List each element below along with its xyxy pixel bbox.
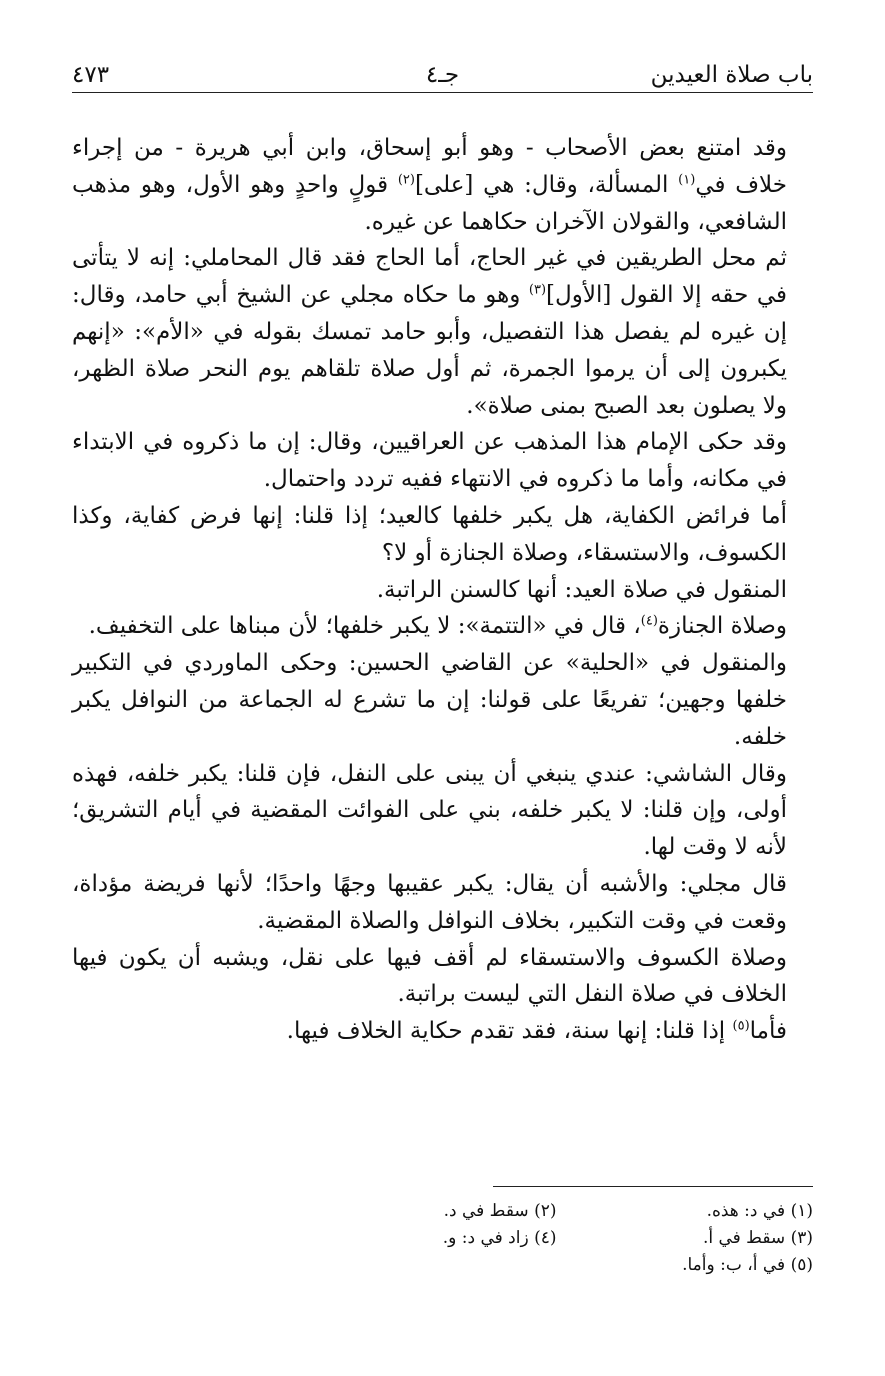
paragraph: المنقول في صلاة العيد: أنها كالسنن الراتبة. [376, 576, 787, 603]
volume-label: جـ٤ [425, 62, 460, 88]
footnote-ref: (١) [678, 172, 696, 188]
paragraph: أما فرائض الكفاية، هل يكبر خلفها كالعيد؛ إذا قلنا: إنها فرض كفاية، وكذا الكسوف، والاستسقاء، وصلاة الجنازة أو لا؟ [72, 502, 787, 566]
paragraph: وقال الشاشي: عندي ينبغي أن يبنى على النفل، فإن قلنا: يكبر خلفه، فهذه أولى، وإن قلنا: لا يكبر خلفه، بني على الفوائت المقضية في أيام التشريق؛ لأنه لا وقت لها. [72, 760, 787, 861]
paragraph: وقد حكى الإمام هذا المذهب عن العراقيين، وقال: إن ما ذكروه في الابتداء في مكانه، وأما ما ذكروه في الانتهاء ففيه تردد واحتمال. [72, 429, 787, 493]
footnote-ref: (٣) [528, 282, 547, 298]
footnote: (٤) زاد في د: و. [442, 1228, 557, 1248]
running-header [72, 58, 813, 93]
footnote-ref: (٤) [640, 613, 658, 629]
paragraph: وصلاة الكسوف والاستسقاء لم أقف فيها على نقل، ويشبه أن يكون فيها الخلاف في صلاة النفل التي ليست براتبة. [72, 944, 787, 1008]
page-number: ٤٧٣ [72, 62, 110, 88]
paragraph: فأما$^{(٥)}$ إذا قلنا: إنها سنة، فقد تقدم حكاية الخلاف فيها. [286, 1018, 787, 1045]
main-text [72, 130, 813, 1050]
footnote: (٥) في أ، ب: وأما. [682, 1255, 813, 1275]
paragraph: ثم محل الطريقين في غير الحاج، أما الحاج فقد قال المحاملي: إنه لا يتأتى في حقه إلا القول [الأول]$^{(٣)}$ وهو ما حكاه مجلي عن الشيخ أبي حامد، وقال: إن غيره لم يفصل هذا التفصيل، وأبو حامد تمسك بقوله في «الأم»: «إنهم يكبرون إلى أن يرموا الجمرة، ثم أول صلاة تلقاهم يوم النحر صلاة الظهر، ولا يصلون بعد الصبح بمنى صلاة». [72, 245, 788, 419]
paragraph: وصلاة الجنازة$^{(٤)}$، قال في «التتمة»: لا يكبر خلفها؛ لأن مبناها على التخفيف. [88, 613, 787, 640]
footnote: (١) في د: هذه. [706, 1201, 813, 1221]
footnote-row [300, 1198, 813, 1225]
paragraph: قال مجلي: والأشبه أن يقال: يكبر عقيبها وجهًا واحدًا؛ لأنها فريضة مؤداة، وقعت في وقت التكبير، بخلاف النوافل والصلاة المقضية. [72, 870, 787, 934]
footnote: (٣) سقط في أ. [702, 1228, 813, 1248]
footnote-row [300, 1252, 813, 1279]
footnote: (٢) سقط في د. [443, 1201, 557, 1221]
paragraph: وقد امتنع بعض الأصحاب - وهو أبو إسحاق، وابن أبي هريرة - من إجراء خلاف في$^{(١)}$ المسألة، وقال: هي [على]$^{(٢)}$ قولٍ واحدٍ وهو الأول، وهو مذهب الشافعي، والقولان الآخران حكاهما عن غيره. [72, 135, 787, 235]
footnote-ref: (٢) [397, 172, 415, 188]
chapter-title: باب صلاة العيدين [650, 62, 813, 88]
footnote-ref: (٥) [732, 1018, 750, 1034]
footnotes [300, 1198, 813, 1279]
footnote-row [300, 1225, 813, 1252]
paragraph: والمنقول في «الحلية» عن القاضي الحسين: وحكى الماوردي في التكبير خلفها وجهين؛ تفريعًا على قولنا: إن ما تشرع له الجماعة من النوافل يكبر خلفه. [72, 650, 787, 750]
footnote-divider [493, 1186, 813, 1187]
